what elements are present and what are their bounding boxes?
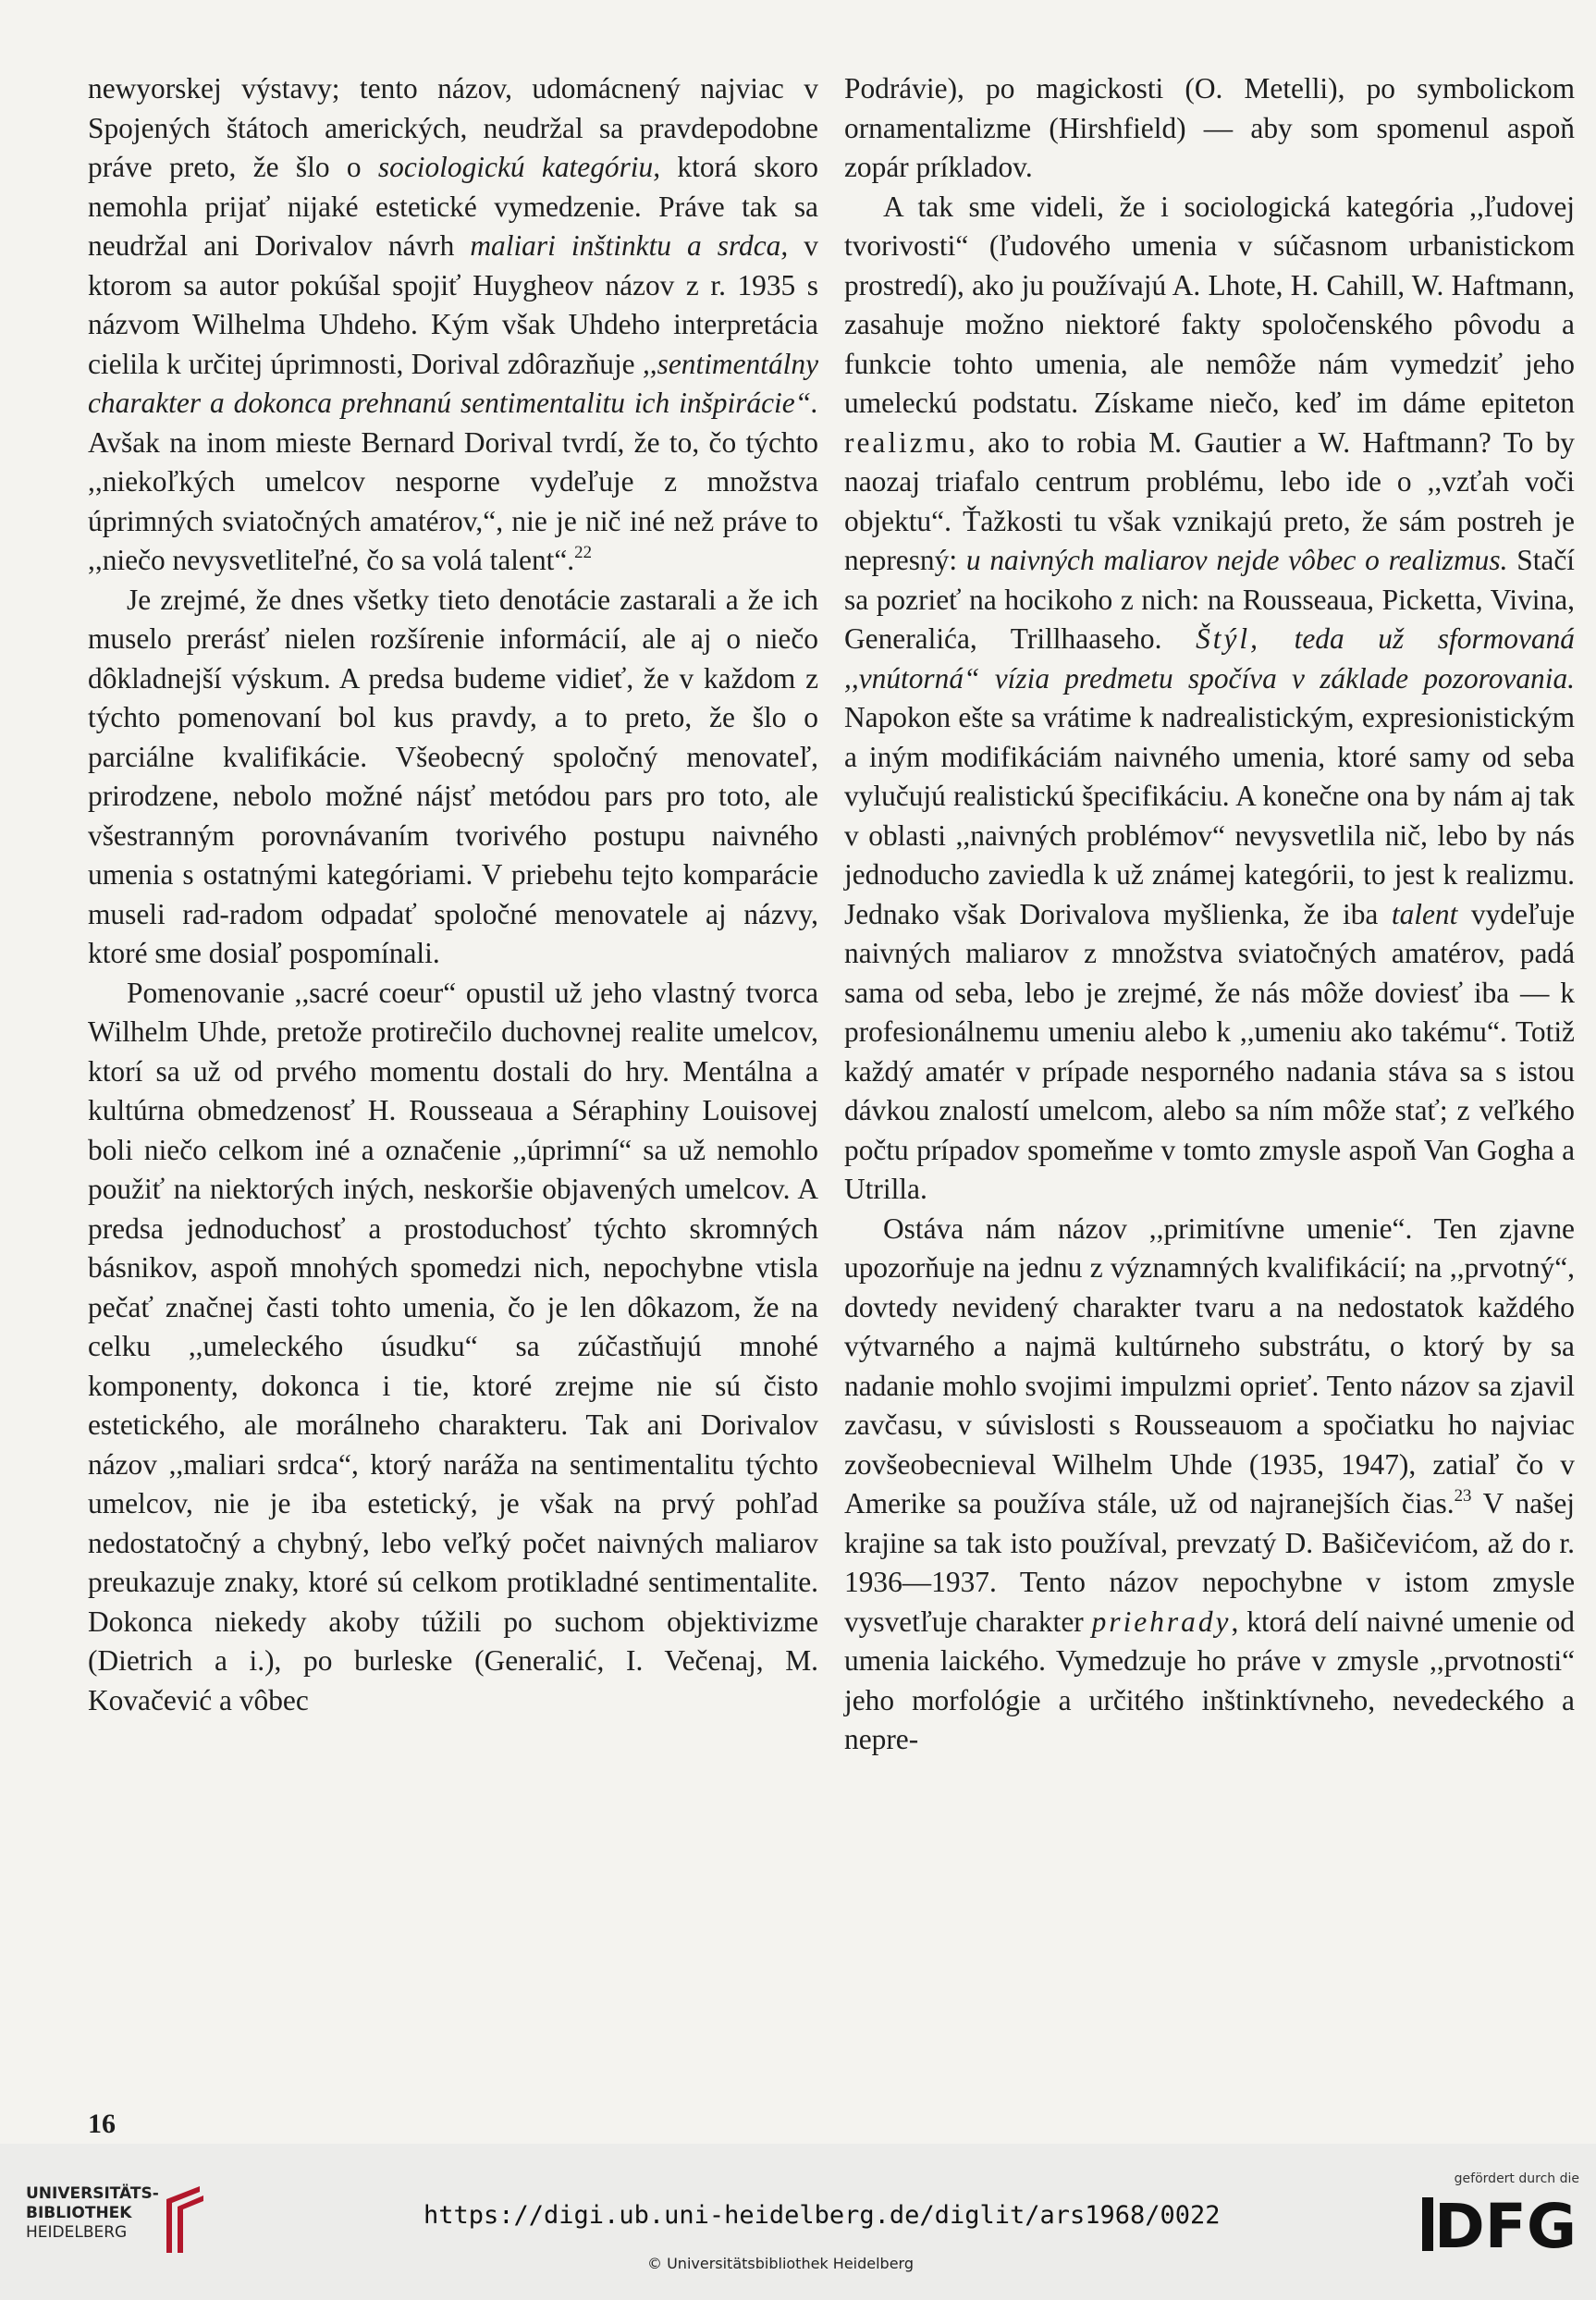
library-name: UNIVERSITÄTS- BIBLIOTHEK HEIDELBERG bbox=[26, 2184, 159, 2242]
footnote-ref: 23 bbox=[1454, 1485, 1472, 1506]
sponsor-block: gefördert durch die DFG bbox=[1413, 2171, 1579, 2260]
paragraph: newyorskej výstavy; tento názov, udomácnený najviac v Spojených štátoch amerických, neudržal sa pravdepodobne práve preto, že šlo o sociologickú kategóriu, ktorá skoro nemohla prijať nijaké estetické vymedzenie. Práve tak sa neudržal ani Dorivalov návrh maliari inštinktu a srdca, v ktorom sa autor pokúšal spojiť Huygheov názov z r. 1935 s názvom Wilhelma Uhdeho. Kým však Uhdeho interpretácia cielila k určitej úprimnosti, Dorival zdôrazňuje ,,sentimentálny charakter a dokonca prehnanú sentimentalitu ich inšpirácie“. Avšak na inom mieste Bernard Dorival tvrdí, že to, čo týchto ,,niekoľkých umelcov nesporne vydeľuje z množstva úprimných sviatočných amatérov,“, nie je nič iné než práve to ,,niečo nevysvetliteľné, čo sa volá talent“.$^{22}$ bbox=[88, 72, 818, 576]
paragraph: Ostáva nám názov ,,primitívne umenie“. Ten zjavne upozorňuje na jednu z významných kvalifikácií; na ,,prvotný“, dovtedy nevidený charakter tvaru a na nedostatok každého výtvarného a najmä kultúrneho substrátu, o ktorý by sa nadanie mohlo svojimi impulzmi oprieť. Tento názov sa zjavil zavčasu, v súvislosti s Rousseauom a spočiatku ho najviac zovšeobecnieval Wilhelm Uhde (1935, 1947), zatiaľ čo v Amerike sa používa stále, už od najranejších čias.$^{23}$ V našej krajine sa tak isto používal, prevzatý D. Bašičevićom, až do r. 1936—1937. Tento názov nepochybne v istom zmysle vysvetľuje charakter priehrady, ktorá delí naivné umenie od umenia laického. Vymedzuje ho práve v zmysle ,,prvotnosti“ jeho morfológie a určitého inštinktívneho, nevedeckého a nepre- bbox=[844, 1211, 1576, 1755]
left-text-column bbox=[88, 69, 818, 1720]
permalink[interactable]: https://digi.ub.uni-heidelberg.de/diglit/ars1968/0022 bbox=[424, 2201, 1221, 2230]
library-logo-icon bbox=[163, 2183, 207, 2257]
paragraph: Pomenovanie ,,sacré coeur“ opustil už jeho vlastný tvorca Wilhelm Uhde, pretože protirečilo duchovnej realite umelcov, ktorí sa už od prvého momentu dostali do hry. Mentálna a kultúrna obmedzenosť H. Rousseaua a Séraphiny Louisovej boli niečo celkom iné a označenie ,,úprimní“ sa už nemohlo použiť na niektorých iných, neskoršie objavených umelcov. A predsa jednoduchosť a prostoduchosť týchto skromných básnikov, aspoň mnohých spomedzi nich, nepochybne vtisla pečať značnej časti tohto umenia, čo je len dôkazom, že na celku ,,umeleckého úsudku“ sa zúčastňujú mnohé komponenty, dokonca i tie, ktoré zrejme nie sú čisto estetického, ale morálneho charakteru. Tak ani Dorivalov názov ,,maliari srdca“, ktorý naráža na sentimentalitu týchto umelcov, nie je iba estetický, je však na prvý pohľad nedostatočný a chybný, lebo veľký počet naivných maliarov preukazuje znaky, ktoré sú celkom protikladné sentimentalite. Dokonca niekedy akoby túžili po suchom objektivizme (Dietrich a i.), po burleske (Generalić, I. Večenaj, M. Kovačević a vôbec bbox=[88, 976, 818, 1716]
paragraph: Podrávie), po magickosti (O. Metelli), po symbolickom ornamentalizme (Hirshfield) — aby som spomenul aspoň zopár príkladov. bbox=[844, 72, 1575, 183]
dfg-logo-icon bbox=[1422, 2192, 1579, 2257]
footnote-ref: 22 bbox=[574, 542, 592, 562]
paragraph: Je zrejmé, že dnes všetky tieto denotácie zastarali a že ich muselo prerásť nielen rozšírenie informácií, ale aj o niečo dôkladnejší výskum. A predsa budeme vidieť, že v každom z týchto pomenovaní bol kus pravdy, a to preto, že šlo o parciálne kvalifikácie. Všeobecný spoločný menovateľ, prirodzene, nebolo možné nájsť metódou pars pro toto, ale všestranným porovnávaním tvorivého postupu naivného umenia s ostatnými kategóriami. V priebehu tejto komparácie museli rad-radom odpadať spoločné menovatele aj názvy, ktoré sme dosiaľ pospomínali. bbox=[88, 583, 818, 969]
right-text-column bbox=[844, 69, 1575, 1760]
copyright-notice: © Universitätsbibliothek Heidelberg bbox=[647, 2255, 915, 2272]
paragraph: A tak sme videli, že i sociologická kategória ,,ľudovej tvorivosti“ (ľudového umenia v súčasnom urbanistickom prostredí), ako ju používajú A. Lhote, H. Cahill, W. Haftmann, zasahuje možno niektoré fakty spoločenského pôvodu a funkcie tohto umenia, ale nemôže nám vymedziť jeho umeleckú podstatu. Získame niečo, keď im dáme epiteton realizmu, ako to robia M. Gautier a W. Haftmann? To by naozaj triafalo centrum problému, lebo ide o ,,vzťah voči objektu“. Ťažkosti tu však vznikajú preto, že sám postreh je nepresný: u naivných maliarov nejde vôbec o realizmus. Stačí sa pozrieť na hocikoho z nich: na Rousseaua, Picketta, Vivina, Generalića, Trillhaaseho. Štýl, teda už sformovaná ,,vnútorná“ vízia predmetu spočíva v základe pozorovania. Napokon ešte sa vrátime k nadrealistickým, expresionistickým a iným modifikáciám naivného umenia, ktoré samy od seba vylučujú realistickú špecifikáciu. A konečne ona by nám aj tak v oblasti ,,naivných problémov“ nevysvetlila nič, lebo by nás jednoducho zaviedla k už známej kategórii, to jest k realizmu. Jednako však Dorivalova myšlienka, že iba talent vydeľuje naivných maliarov z množstva sviatočných amatérov, padá sama od seba, lebo je zrejmé, že nás môže doviesť iba — k profesionálnemu umeniu alebo k ,,umeniu ako takému“. Totiž každý amatér v prípade nesporného nadania stáva sa s istou dávkou znalostí umelcom, alebo sa ním môže stať; z veľkého počtu prípadov spomeňme v tomto zmysle aspoň Van Gogha a Utrilla. bbox=[844, 190, 1576, 1205]
footer-bar bbox=[0, 2144, 1596, 2300]
svg-text:DFG: DFG bbox=[1433, 2192, 1578, 2257]
page-number: 16 bbox=[88, 2109, 116, 2139]
